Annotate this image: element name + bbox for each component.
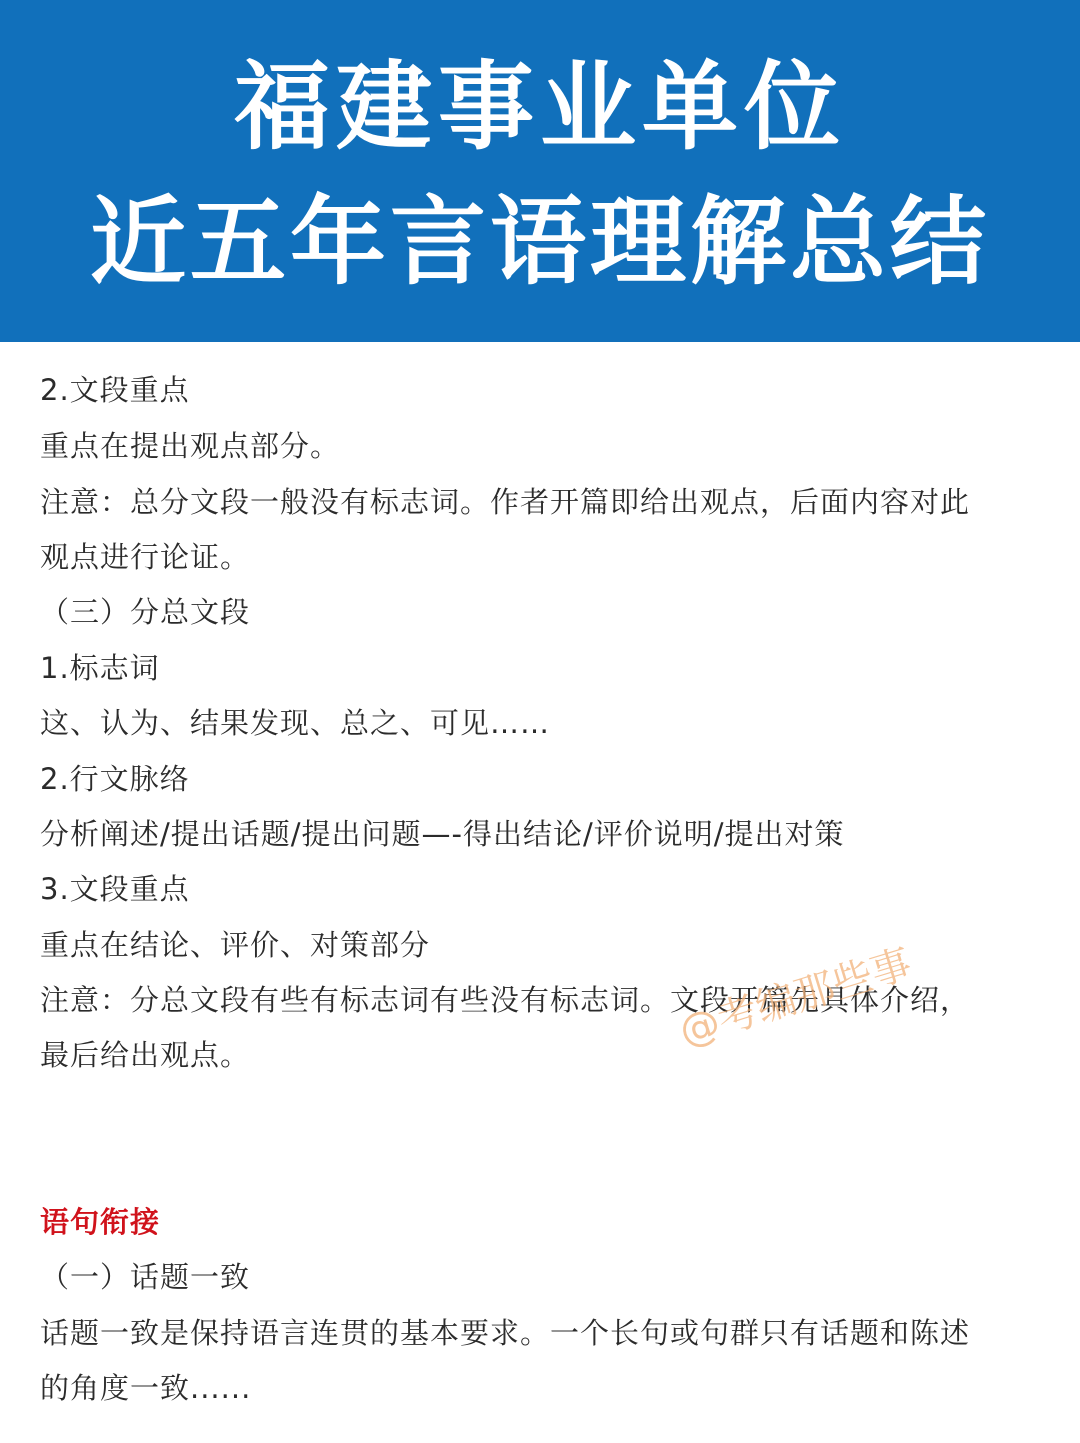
subheading-topic-consistency: （一）话题一致 — [40, 1260, 251, 1294]
watermark: @考编那些事 — [673, 940, 917, 1056]
body-line: 观点进行论证。 — [40, 540, 251, 574]
body-line: 注意：总分文段一般没有标志词。作者开篇即给出观点，后面内容对此 — [40, 485, 971, 519]
subheading-structure: 2.行文脉络 — [40, 762, 190, 796]
body-line: 这、认为、结果发现、总之、可见…… — [40, 706, 551, 740]
title-line-1: 福建事业单位 — [234, 51, 846, 163]
body-line: 话题一致是保持语言连贯的基本要求。一个长句或句群只有话题和陈述 — [40, 1316, 971, 1350]
subheading-marker-words: 1.标志词 — [40, 651, 160, 685]
body-line: 分析阐述/提出话题/提出问题—-得出结论/评价说明/提出对策 — [40, 817, 845, 851]
subheading-text-focus: 2.文段重点 — [40, 373, 190, 407]
body-line: 的角度一致...... — [40, 1371, 252, 1405]
section-heading: 语句衔接 — [40, 1205, 161, 1239]
subheading-text-focus: 3.文段重点 — [40, 872, 190, 906]
body-line: 注意：分总文段有些有标志词有些没有标志词。文段开篇先具体介绍， — [40, 983, 971, 1017]
body-line: 最后给出观点。 — [40, 1038, 251, 1072]
title-line-2: 近五年言语理解总结 — [90, 186, 990, 298]
body-line: 重点在结论、评价、对策部分 — [40, 928, 431, 962]
body-line: 重点在提出观点部分。 — [40, 429, 341, 463]
subheading-part-whole: （三）分总文段 — [40, 595, 251, 629]
title-banner — [0, 0, 1080, 342]
